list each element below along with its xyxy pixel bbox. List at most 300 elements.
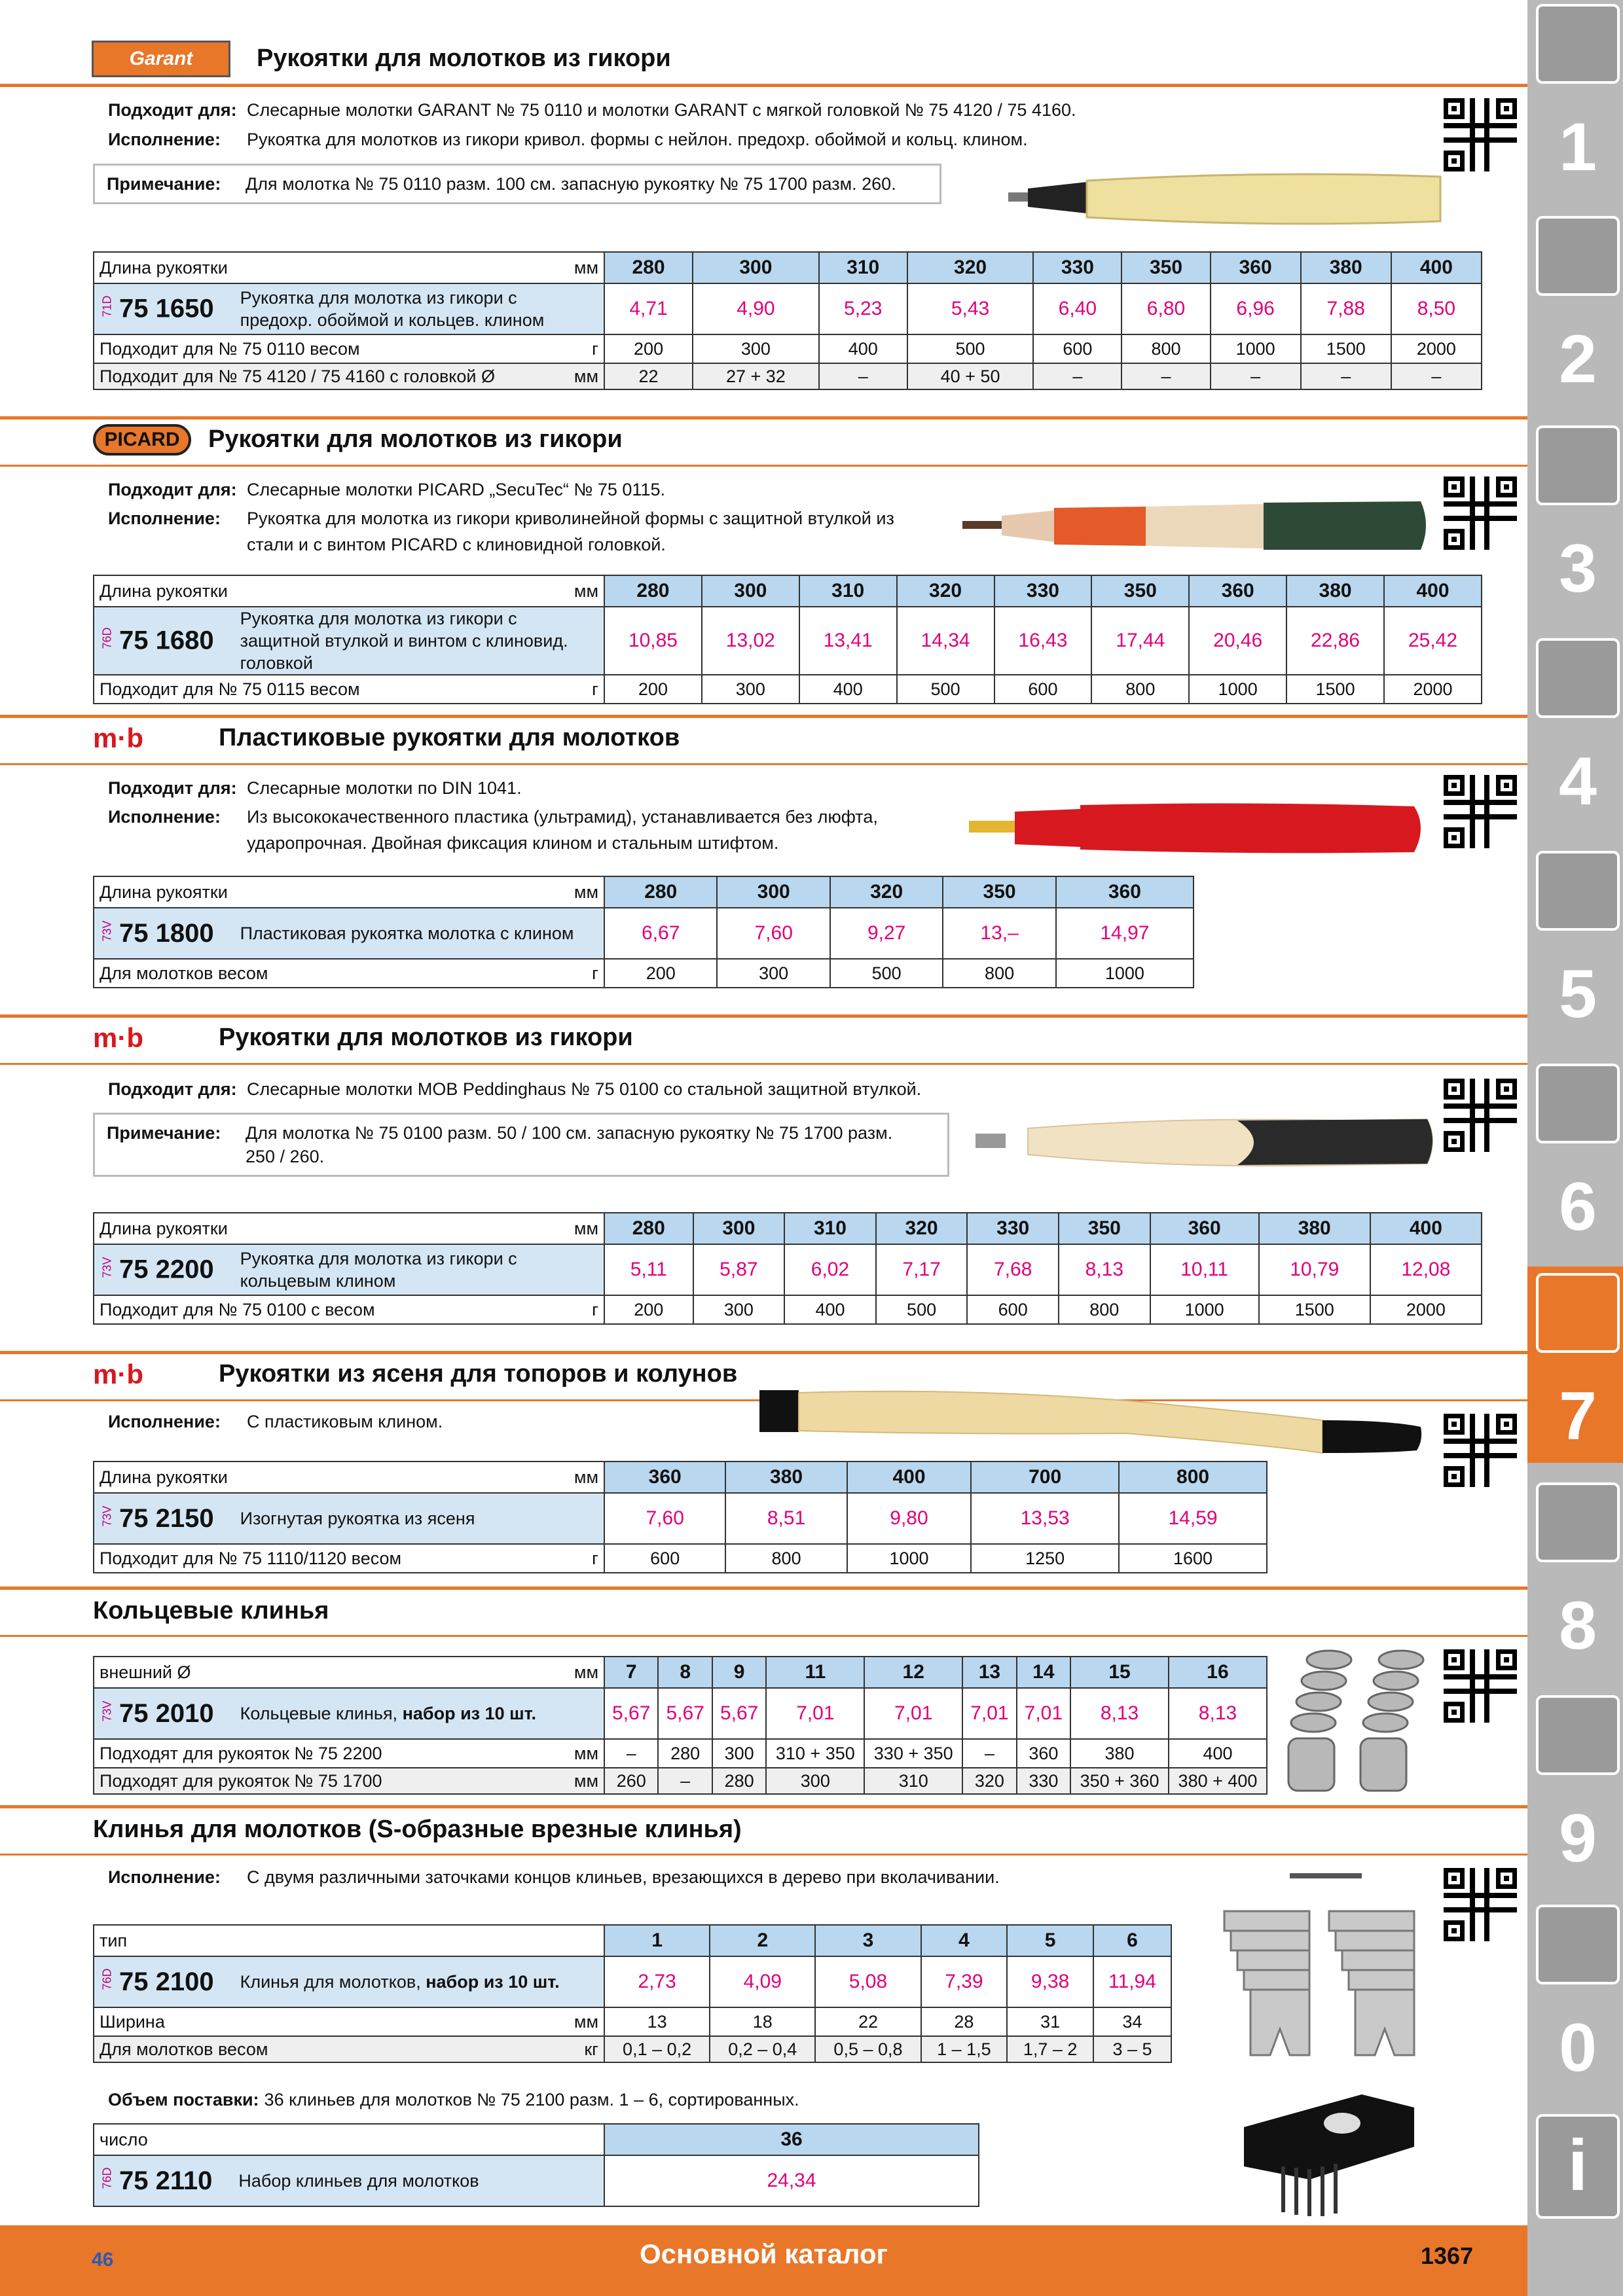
garant-logo: Garant (92, 41, 230, 77)
product-table (93, 1461, 1267, 1573)
row-label: Длина рукоятки (100, 1467, 228, 1487)
price-cell: 4,09 (710, 1956, 815, 2007)
price-cell: 13,41 (799, 607, 897, 675)
price-cell: 2,73 (604, 1956, 710, 2007)
price-cell: 5,67 (658, 1688, 712, 1739)
spec-cell: – (1211, 363, 1301, 389)
price-cell: 8,13 (1169, 1688, 1267, 1739)
note-box: Примечание: Для молотка № 75 0100 разм. 50 / 100 см. запасную рукоятку № 75 1700 разм. 250 / 260. (93, 1113, 949, 1177)
article-description: Рукоятка для молотка из гикори с кольцевым клином (240, 1249, 517, 1291)
price-cell: 6,96 (1211, 283, 1301, 334)
description-text: Клинья для молотков, (240, 1972, 426, 1992)
hammer-head-image (1231, 2068, 1427, 2219)
article-number: 75 2150 (119, 1503, 214, 1533)
price-cell: 6,02 (784, 1244, 876, 1295)
vat-code: 76D (100, 2166, 114, 2189)
price-cell: 4,90 (693, 283, 819, 334)
picard-handle-image (962, 490, 1434, 562)
spec-cell: 300 (693, 1295, 785, 1324)
price-cell: 8,13 (1059, 1244, 1150, 1295)
price-cell: 7,01 (962, 1688, 1016, 1739)
size-header-cell: 380 (1286, 575, 1384, 607)
spec-cell: 18 (710, 2007, 815, 2036)
price-cell: 7,88 (1301, 283, 1391, 334)
size-header-cell: 400 (1384, 575, 1482, 607)
mob-logo: m·b (93, 723, 143, 753)
price-cell: 5,67 (604, 1688, 658, 1739)
spec-cell: 200 (604, 1295, 693, 1324)
section-title: Клинья для молотков (S-образные врезные клинья) (93, 1816, 742, 1843)
chapter-number: 2 (1559, 321, 1597, 397)
chapter-tab-7[interactable] (1536, 1273, 1620, 1353)
vat-code: 73V (100, 1505, 114, 1526)
product-table (93, 1212, 1482, 1325)
price-cell: 5,08 (815, 1956, 921, 2007)
spec-cell: 400 (799, 675, 897, 704)
spec-cell: 1000 (847, 1544, 971, 1573)
spec-cell: 300 (717, 959, 830, 988)
row-label: Подходят для рукояток № 75 2200 (100, 1743, 382, 1763)
size-header-cell: 400 (847, 1462, 971, 1493)
size-header-cell: 280 (604, 575, 702, 607)
spec-cell: 350 + 360 (1070, 1768, 1169, 1794)
article-cell (94, 1244, 604, 1295)
spec-cell: 280 (712, 1768, 766, 1794)
right-page-number: 1367 (1421, 2242, 1474, 2269)
size-header-cell: 360 (1056, 876, 1194, 908)
size-header-cell: 380 (1301, 252, 1391, 283)
price-cell: 8,51 (725, 1493, 847, 1544)
size-header-cell: 280 (604, 252, 693, 283)
spec-cell: 1,7 – 2 (1007, 2036, 1093, 2062)
section-divider (0, 1014, 1527, 1018)
price-cell: 6,80 (1122, 283, 1210, 334)
row-label-cell (94, 1462, 604, 1493)
spec-cell: 200 (604, 675, 702, 704)
row-label-cell (94, 1925, 604, 1956)
row-label-cell (94, 363, 604, 389)
section-divider (0, 465, 1527, 467)
row-label: Для молотков весом (100, 963, 268, 983)
size-header-cell: 8 (658, 1657, 712, 1688)
spec-cell: – (1033, 363, 1122, 389)
size-header-cell: 330 (967, 1213, 1059, 1244)
row-label: Подходит для № 75 1110/1120 весом (100, 1548, 402, 1568)
size-header-cell: 11 (766, 1657, 864, 1688)
article-number: 75 2200 (119, 1255, 214, 1284)
spec-cell: 800 (1091, 675, 1189, 704)
spec-cell: 1600 (1119, 1544, 1267, 1573)
price-cell: 14,97 (1056, 908, 1194, 959)
size-header-cell: 330 (1033, 252, 1122, 283)
size-header-cell: 280 (604, 1213, 693, 1244)
section-divider (0, 84, 1527, 87)
unit-label: мм (574, 257, 598, 278)
fits-row: Подходит для: Слесарные молотки по DIN 1041. (108, 778, 522, 798)
price-cell: 9,38 (1007, 1956, 1093, 2007)
row-label-cell (94, 1213, 604, 1244)
spec-cell: 380 (1070, 1739, 1169, 1768)
spec-cell: – (1391, 363, 1482, 389)
spec-cell: 300 (693, 334, 819, 363)
size-header-cell: 800 (1119, 1462, 1267, 1493)
article-number: 75 1650 (119, 294, 214, 323)
price-cell: 14,34 (897, 607, 994, 675)
left-page-number: 46 (92, 2249, 114, 2270)
chapter-number: 8 (1559, 1588, 1597, 1664)
unit-label: г (592, 1548, 598, 1568)
qr-code (1444, 775, 1517, 848)
row-label: внешний Ø (100, 1662, 191, 1682)
size-header-cell: 320 (876, 1213, 968, 1244)
spec-cell: 3 – 5 (1093, 2036, 1171, 2062)
price-cell: 13,– (943, 908, 1055, 959)
price-cell: 7,60 (717, 908, 830, 959)
size-header-cell: 9 (712, 1657, 766, 1688)
section-title: Рукоятки для молотков из гикори (219, 1024, 633, 1051)
product-table (93, 1924, 1172, 2063)
chapter-number: 9 (1559, 1801, 1597, 1876)
unit-label: мм (574, 581, 598, 601)
unit-label: мм (574, 1218, 598, 1238)
qr-code (1444, 98, 1517, 171)
spec-cell: 400 (784, 1295, 876, 1324)
price-cell: 22,86 (1286, 607, 1384, 675)
spec-cell: – (962, 1739, 1016, 1768)
row-label: Подходят для рукояток № 75 1700 (100, 1770, 382, 1791)
price-cell: 7,17 (876, 1244, 968, 1295)
chapter-number: 7 (1559, 1378, 1597, 1454)
spec-cell: 0,1 – 0,2 (604, 2036, 710, 2062)
size-header-cell: 330 (994, 575, 1092, 607)
price-cell: 7,68 (967, 1244, 1059, 1295)
article-description (240, 1971, 581, 1993)
spec-cell: 800 (725, 1544, 847, 1573)
picard-logo: PICARD (93, 424, 191, 456)
description-emphasis: набор из 10 шт. (402, 1704, 536, 1723)
article-description: Изогнутая рукоятка из ясеня (240, 1509, 475, 1528)
article-number: 75 2010 (119, 1698, 214, 1728)
spec-cell: 40 + 50 (907, 363, 1034, 389)
unit-label: мм (574, 1770, 598, 1791)
qr-code (1444, 1414, 1517, 1487)
article-cell (94, 1493, 604, 1544)
size-header-cell: 6 (1093, 1925, 1171, 1956)
unit-label: мм (574, 366, 598, 386)
section-divider (0, 715, 1527, 718)
spec-cell: 2000 (1391, 334, 1482, 363)
set-table (93, 2123, 979, 2207)
article-number: 75 2110 (119, 2166, 213, 2195)
spec-cell: 1 – 1,5 (921, 2036, 1008, 2062)
spec-cell: 1500 (1259, 1295, 1370, 1324)
size-header-cell: 360 (1150, 1213, 1259, 1244)
section-title: Кольцевые клинья (93, 1597, 329, 1624)
row-label: тип (100, 1930, 128, 1950)
chapter-tab-i[interactable]: i (1536, 2114, 1620, 2219)
size-header-cell: 360 (604, 1462, 725, 1493)
section-divider (0, 1351, 1527, 1354)
row-label-cell (94, 675, 604, 704)
mob-hickory-handle-image (976, 1106, 1434, 1178)
vat-code: 76D (100, 1967, 114, 1990)
spec-cell: 0,2 – 0,4 (710, 2036, 815, 2062)
section-divider (0, 416, 1527, 420)
spec-cell: 300 (702, 675, 799, 704)
spec-cell: 1000 (1211, 334, 1301, 363)
chapter-tab-9[interactable] (1536, 1695, 1620, 1775)
row-label: Для молотков весом (100, 2039, 268, 2059)
size-header-cell: 380 (1259, 1213, 1370, 1244)
size-header-cell: 15 (1070, 1657, 1169, 1688)
section-divider (0, 1587, 1527, 1590)
spec-cell: 2000 (1384, 675, 1482, 704)
size-header-cell: 310 (819, 252, 907, 283)
size-header-cell: 16 (1169, 1657, 1267, 1688)
size-header-cell: 400 (1391, 252, 1482, 283)
size-header-cell: 14 (1017, 1657, 1070, 1688)
row-label-cell (94, 1657, 604, 1688)
row-label: Длина рукоятки (100, 257, 228, 278)
row-label-cell (94, 252, 604, 283)
spec-cell: 300 (712, 1739, 766, 1768)
section-divider (0, 1635, 1527, 1637)
spec-cell: 800 (1122, 334, 1210, 363)
price-cell: 10,79 (1259, 1244, 1370, 1295)
article-description (240, 1702, 581, 1725)
description-text: Кольцевые клинья, (240, 1704, 403, 1723)
spec-cell: 22 (604, 363, 693, 389)
chapter-tab-4[interactable] (1536, 638, 1620, 718)
price-cell: 8,50 (1391, 283, 1482, 334)
chapter-number: 1 (1559, 109, 1597, 185)
price-cell: 9,80 (847, 1493, 971, 1544)
spec-cell: 280 (658, 1739, 712, 1768)
unit-label: мм (574, 1743, 598, 1763)
chapter-tab-3[interactable] (1536, 425, 1620, 505)
chapter-number: 4 (1559, 744, 1597, 819)
chapter-tab-2[interactable] (1536, 216, 1620, 296)
spec-cell: – (604, 1739, 658, 1768)
unit-label: мм (574, 1467, 598, 1487)
size-header-cell: 36 (604, 2124, 979, 2155)
spec-cell: 1000 (1150, 1295, 1259, 1324)
spec-cell: 0,5 – 0,8 (815, 2036, 921, 2062)
price-cell: 6,67 (604, 908, 717, 959)
execution-row: Исполнение: С двумя различными заточками концов клиньев, врезающихся в дерево при вколачивании. (108, 1867, 1000, 1887)
price-cell: 5,11 (604, 1244, 693, 1295)
price-cell: 10,85 (604, 607, 702, 675)
article-description: Пластиковая рукоятка молотка с клином (240, 924, 574, 943)
spec-cell: 400 (819, 334, 907, 363)
qr-code (1444, 1868, 1517, 1941)
size-header-cell: 350 (1122, 252, 1210, 283)
spec-cell: 330 + 350 (864, 1739, 962, 1768)
section-title: Пластиковые рукоятки для молотков (219, 724, 680, 751)
plastic-handle-image (969, 792, 1427, 864)
price-cell: 5,87 (693, 1244, 785, 1295)
footer-title: Основной каталог (640, 2238, 888, 2269)
price-cell: 4,71 (604, 283, 693, 334)
spec-cell: 600 (994, 675, 1092, 704)
fits-row: Подходит для: Слесарные молотки MOB Peddinghaus № 75 0100 со стальной защитной втулкой. (108, 1079, 922, 1099)
size-header-cell: 5 (1007, 1925, 1093, 1956)
article-description: Рукоятка для молотка из гикори с предохр. обоймой и кольцев. клином (240, 288, 545, 330)
chapter-tab-5[interactable] (1536, 851, 1620, 931)
row-label-cell (94, 1768, 604, 1794)
article-cell (94, 908, 604, 959)
size-header-cell: 320 (907, 252, 1034, 283)
qr-code (1444, 1079, 1517, 1152)
row-label: Ширина (100, 2011, 165, 2032)
size-header-cell: 700 (971, 1462, 1119, 1493)
spec-cell: 200 (604, 334, 693, 363)
s-wedges-image (1211, 1865, 1434, 2062)
ring-wedges-image (1283, 1640, 1434, 1797)
price-cell: 10,11 (1150, 1244, 1259, 1295)
price-cell: 14,59 (1119, 1493, 1267, 1544)
chapter-tab-8[interactable] (1536, 1482, 1620, 1562)
spec-cell: 13 (604, 2007, 710, 2036)
spec-cell: 27 + 32 (693, 363, 819, 389)
article-cell (94, 283, 604, 334)
spec-cell: 28 (921, 2007, 1008, 2036)
section-divider (0, 1854, 1527, 1856)
size-header-cell: 400 (1370, 1213, 1482, 1244)
chapter-tab-0[interactable] (1536, 1905, 1620, 1984)
article-number: 75 1800 (119, 918, 214, 948)
spec-cell: 200 (604, 959, 717, 988)
chapter-number: 6 (1559, 1169, 1597, 1245)
unit-label: мм (574, 1662, 598, 1682)
price-cell: 7,01 (766, 1688, 864, 1739)
product-table (93, 876, 1194, 988)
size-header-cell: 4 (921, 1925, 1008, 1956)
row-label-cell (94, 2007, 604, 2036)
spec-cell: 2000 (1370, 1295, 1482, 1324)
row-label: Подходит для № 75 0100 с весом (100, 1299, 375, 1319)
article-cell (94, 2155, 604, 2206)
spec-cell: 330 (1017, 1768, 1070, 1794)
size-header-cell: 1 (604, 1925, 710, 1956)
note-box: Примечание: Для молотка № 75 0110 разм. 100 см. запасную рукоятку № 75 1700 разм. 260. (93, 164, 941, 204)
chapter-tab-6[interactable] (1536, 1064, 1620, 1143)
mob-logo: m·b (93, 1359, 143, 1390)
size-header-cell: 350 (1091, 575, 1189, 607)
execution-row: Исполнение: Из высококачественного пластика (ультрамид), устанавливается без люфта, ударопрочная. Двойная фиксация клином и стальным штифтом. (108, 807, 878, 853)
chapter-number: 3 (1559, 531, 1597, 607)
spec-cell: 310 + 350 (766, 1739, 864, 1768)
row-label-cell (94, 2124, 604, 2155)
price-cell: 7,01 (864, 1688, 962, 1739)
fits-row: Подходит для: Слесарные молотки GARANT № 75 0110 и молотки GARANT с мягкой головкой № 75 4120 / 75 4160. (108, 100, 1076, 120)
size-header-cell: 310 (799, 575, 897, 607)
size-header-cell: 2 (710, 1925, 815, 1956)
row-label-cell (94, 1739, 604, 1768)
section-title: Рукоятки для молотков из гикори (257, 45, 671, 72)
size-header-cell: 300 (702, 575, 799, 607)
price-cell: 12,08 (1370, 1244, 1482, 1295)
price-cell: 16,43 (994, 607, 1092, 675)
row-label: Длина рукоятки (100, 1218, 228, 1238)
row-label: число (100, 2129, 148, 2149)
size-header-cell: 7 (604, 1657, 658, 1688)
vat-code: 73V (100, 920, 114, 941)
price-cell: 20,46 (1189, 607, 1286, 675)
size-header-cell: 320 (830, 876, 943, 908)
spec-cell: – (819, 363, 907, 389)
chapter-number: 5 (1559, 956, 1597, 1032)
row-label-cell (94, 334, 604, 363)
size-header-cell: 12 (864, 1657, 962, 1688)
article-number: 75 1680 (119, 626, 214, 655)
spec-cell: 31 (1007, 2007, 1093, 2036)
product-table (93, 575, 1482, 704)
price-cell: 6,40 (1033, 283, 1122, 334)
chapter-tab-1[interactable] (1536, 4, 1620, 84)
spec-cell: 400 (1169, 1739, 1267, 1768)
size-header-cell: 350 (1059, 1213, 1150, 1244)
article-description: Набор клиньев для молотков (238, 2171, 479, 2191)
price-cell: 5,23 (819, 283, 907, 334)
spec-cell: 1250 (971, 1544, 1119, 1573)
unit-label: кг (584, 2039, 598, 2059)
spec-cell: 22 (815, 2007, 921, 2036)
article-number: 75 2100 (119, 1967, 214, 1996)
execution-row: Исполнение: С пластиковым клином. (108, 1412, 443, 1431)
spec-cell: 360 (1017, 1739, 1070, 1768)
spec-cell: 1000 (1189, 675, 1286, 704)
spec-cell: – (1122, 363, 1210, 389)
row-label: Длина рукоятки (100, 581, 228, 601)
unit-label: г (592, 1299, 598, 1319)
section-divider (0, 763, 1527, 765)
spec-cell: 500 (907, 334, 1034, 363)
spec-cell: 300 (766, 1768, 864, 1794)
price-cell: 5,67 (712, 1688, 766, 1739)
spec-cell: 500 (876, 1295, 968, 1324)
row-label-cell (94, 876, 604, 908)
execution-row: Исполнение: Рукоятка для молотков из гикори кривол. формы с нейлон. предохр. обоймой и кольц. клином. (108, 130, 1028, 149)
spec-cell: 1500 (1286, 675, 1384, 704)
row-label: Длина рукоятки (100, 882, 228, 902)
product-table (93, 1656, 1267, 1795)
size-header-cell: 3 (815, 1925, 921, 1956)
price-cell: 7,39 (921, 1956, 1008, 2007)
row-label: Подходит для № 75 0110 весом (100, 338, 360, 359)
spec-cell: 320 (962, 1768, 1016, 1794)
size-header-cell: 350 (943, 876, 1055, 908)
vat-code: 76D (100, 626, 114, 649)
price-cell: 25,42 (1384, 607, 1482, 675)
size-header-cell: 310 (784, 1213, 876, 1244)
price-cell: 7,01 (1017, 1688, 1070, 1739)
row-label-cell (94, 575, 604, 607)
spec-cell: 800 (943, 959, 1055, 988)
spec-cell: 260 (604, 1768, 658, 1794)
size-header-cell: 280 (604, 876, 717, 908)
article-cell (94, 1688, 604, 1739)
price-cell: 13,53 (971, 1493, 1119, 1544)
size-header-cell: 300 (717, 876, 830, 908)
qr-code (1444, 476, 1517, 550)
row-label: Подходит для № 75 0115 весом (100, 679, 360, 699)
spec-cell: 500 (897, 675, 994, 704)
spec-cell: 600 (1033, 334, 1122, 363)
fits-row: Подходит для: Слесарные молотки PICARD „SecuTec“ № 75 0115. (108, 480, 665, 499)
price-cell: 8,13 (1070, 1688, 1169, 1739)
execution-row: Исполнение: Рукоятка для молотка из гикори криволинейной формы с защитной втулкой из стали и с винтом PICARD с клиновидной головкой. (108, 509, 894, 554)
